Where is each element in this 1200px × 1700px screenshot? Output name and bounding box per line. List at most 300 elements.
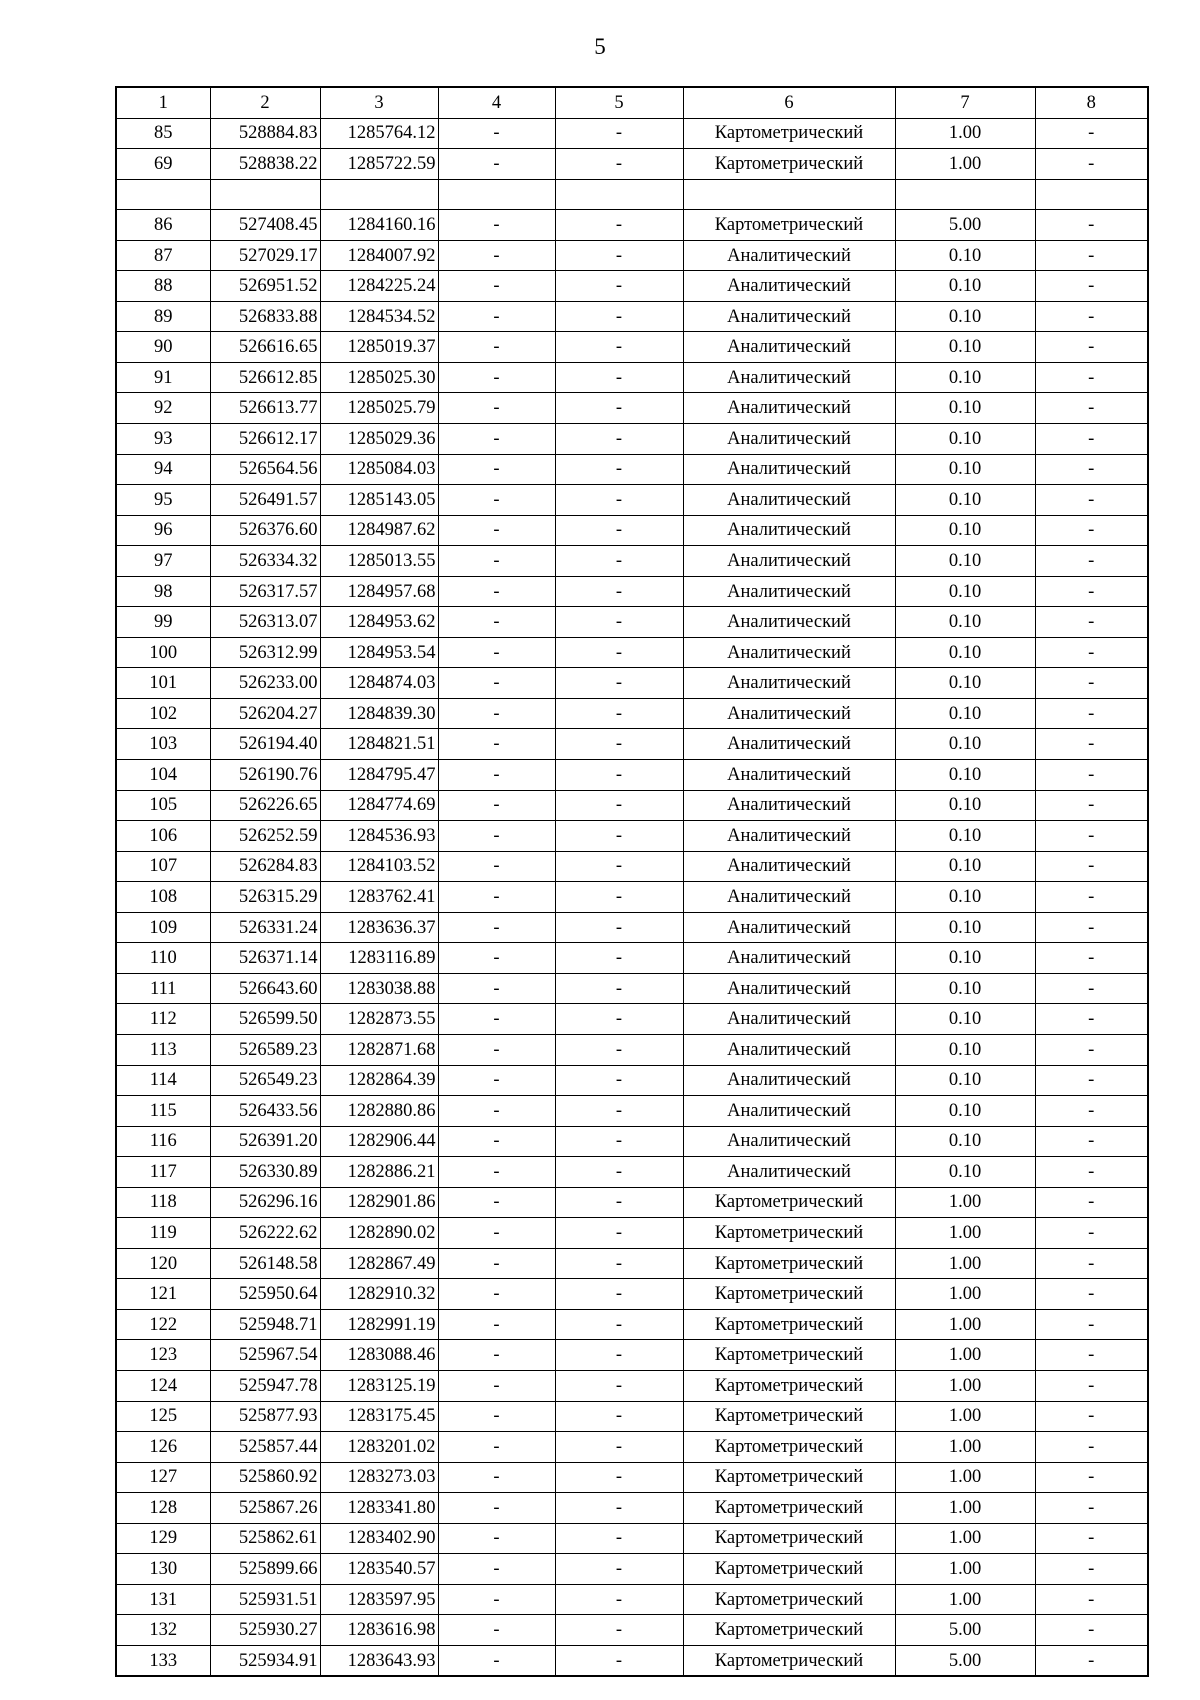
- y-coordinate-cell: 1284957.68: [320, 576, 438, 607]
- method-cell: Аналитический: [683, 668, 895, 699]
- accuracy-cell: 1.00: [895, 1309, 1035, 1340]
- table-row: [116, 1309, 1148, 1340]
- method-cell: Аналитический: [683, 332, 895, 363]
- point-number-cell: 112: [116, 1004, 210, 1035]
- table-row: [116, 576, 1148, 607]
- y-coordinate-cell: 1285764.12: [320, 118, 438, 149]
- point-number-cell: 104: [116, 760, 210, 791]
- accuracy-cell: 0.10: [895, 790, 1035, 821]
- x-coordinate-cell: 526226.65: [210, 790, 320, 821]
- page-number: 5: [594, 34, 606, 59]
- table-row: [116, 729, 1148, 760]
- column-4-cell: -: [438, 1340, 555, 1371]
- column-4-cell: -: [438, 118, 555, 149]
- column-4-cell: -: [438, 210, 555, 241]
- y-coordinate-cell: 1283616.98: [320, 1615, 438, 1646]
- y-coordinate-cell: 1284160.16: [320, 210, 438, 241]
- column-4-cell: -: [438, 1584, 555, 1615]
- accuracy-cell: 0.10: [895, 973, 1035, 1004]
- method-cell: Аналитический: [683, 851, 895, 882]
- y-coordinate-cell: 1283597.95: [320, 1584, 438, 1615]
- x-coordinate-cell: 525877.93: [210, 1401, 320, 1432]
- column-4-cell: -: [438, 332, 555, 363]
- table-row: [116, 607, 1148, 638]
- column-4-cell: -: [438, 1523, 555, 1554]
- column-8-cell: -: [1035, 1493, 1148, 1524]
- column-8-cell: -: [1035, 729, 1148, 760]
- point-number-cell: 89: [116, 301, 210, 332]
- table-row: [116, 973, 1148, 1004]
- accuracy-cell: 1.00: [895, 1401, 1035, 1432]
- table-row: [116, 821, 1148, 852]
- column-5-cell: -: [555, 1493, 683, 1524]
- accuracy-cell: 1.00: [895, 1523, 1035, 1554]
- method-cell: Аналитический: [683, 637, 895, 668]
- method-cell: Аналитический: [683, 362, 895, 393]
- y-coordinate-cell: 1284774.69: [320, 790, 438, 821]
- column-5-cell: -: [555, 240, 683, 271]
- x-coordinate-cell: 526252.59: [210, 821, 320, 852]
- column-8-cell: [1035, 179, 1148, 210]
- point-number-cell: 114: [116, 1065, 210, 1096]
- column-4-cell: -: [438, 1187, 555, 1218]
- column-4-cell: -: [438, 1218, 555, 1249]
- method-cell: Аналитический: [683, 1065, 895, 1096]
- table-row: [116, 1340, 1148, 1371]
- point-number-cell: 111: [116, 973, 210, 1004]
- column-5-cell: [555, 179, 683, 210]
- column-4-cell: -: [438, 790, 555, 821]
- y-coordinate-cell: 1284795.47: [320, 760, 438, 791]
- accuracy-cell: 5.00: [895, 1645, 1035, 1676]
- column-header-8: 8: [1035, 87, 1148, 118]
- x-coordinate-cell: 526296.16: [210, 1187, 320, 1218]
- point-number-cell: 107: [116, 851, 210, 882]
- method-cell: Аналитический: [683, 729, 895, 760]
- accuracy-cell: 0.10: [895, 1004, 1035, 1035]
- column-8-cell: -: [1035, 1615, 1148, 1646]
- accuracy-cell: 1.00: [895, 1554, 1035, 1585]
- accuracy-cell: 0.10: [895, 301, 1035, 332]
- column-5-cell: -: [555, 1615, 683, 1646]
- method-cell: Картометрический: [683, 1279, 895, 1310]
- point-number-cell: 85: [116, 118, 210, 149]
- y-coordinate-cell: 1284987.62: [320, 515, 438, 546]
- column-4-cell: -: [438, 576, 555, 607]
- x-coordinate-cell: 526613.77: [210, 393, 320, 424]
- column-8-cell: -: [1035, 1340, 1148, 1371]
- column-5-cell: -: [555, 362, 683, 393]
- column-4-cell: -: [438, 882, 555, 913]
- method-cell: Аналитический: [683, 301, 895, 332]
- column-8-cell: -: [1035, 485, 1148, 516]
- column-5-cell: -: [555, 332, 683, 363]
- table-row: [116, 149, 1148, 180]
- column-header-6: 6: [683, 87, 895, 118]
- column-header-4: 4: [438, 87, 555, 118]
- method-cell: Аналитический: [683, 271, 895, 302]
- accuracy-cell: 0.10: [895, 943, 1035, 974]
- method-cell: Аналитический: [683, 546, 895, 577]
- accuracy-cell: 0.10: [895, 1065, 1035, 1096]
- column-4-cell: -: [438, 943, 555, 974]
- column-8-cell: -: [1035, 515, 1148, 546]
- point-number-cell: 125: [116, 1401, 210, 1432]
- table-row: [116, 362, 1148, 393]
- x-coordinate-cell: 526491.57: [210, 485, 320, 516]
- accuracy-cell: 1.00: [895, 1493, 1035, 1524]
- y-coordinate-cell: 1283175.45: [320, 1401, 438, 1432]
- accuracy-cell: 1.00: [895, 1248, 1035, 1279]
- accuracy-cell: 0.10: [895, 454, 1035, 485]
- table-row: [116, 1248, 1148, 1279]
- x-coordinate-cell: 525930.27: [210, 1615, 320, 1646]
- point-number-cell: 102: [116, 698, 210, 729]
- column-8-cell: -: [1035, 790, 1148, 821]
- method-cell: Картометрический: [683, 1493, 895, 1524]
- column-5-cell: -: [555, 485, 683, 516]
- x-coordinate-cell: 526589.23: [210, 1034, 320, 1065]
- column-4-cell: -: [438, 1432, 555, 1463]
- y-coordinate-cell: 1282910.32: [320, 1279, 438, 1310]
- accuracy-cell: 1.00: [895, 149, 1035, 180]
- accuracy-cell: 1.00: [895, 1279, 1035, 1310]
- column-4-cell: -: [438, 1554, 555, 1585]
- table-row: [116, 271, 1148, 302]
- coordinates-table: [115, 86, 1149, 1677]
- column-8-cell: -: [1035, 943, 1148, 974]
- point-number-cell: 92: [116, 393, 210, 424]
- table-row: [116, 1645, 1148, 1676]
- method-cell: Картометрический: [683, 149, 895, 180]
- method-cell: [683, 179, 895, 210]
- x-coordinate-cell: 526612.85: [210, 362, 320, 393]
- accuracy-cell: 0.10: [895, 821, 1035, 852]
- column-8-cell: -: [1035, 362, 1148, 393]
- point-number-cell: 118: [116, 1187, 210, 1218]
- point-number-cell: 110: [116, 943, 210, 974]
- y-coordinate-cell: 1283341.80: [320, 1493, 438, 1524]
- x-coordinate-cell: 526599.50: [210, 1004, 320, 1035]
- column-8-cell: -: [1035, 1004, 1148, 1035]
- method-cell: Аналитический: [683, 485, 895, 516]
- y-coordinate-cell: 1282906.44: [320, 1126, 438, 1157]
- column-5-cell: -: [555, 1126, 683, 1157]
- x-coordinate-cell: 528884.83: [210, 118, 320, 149]
- column-4-cell: -: [438, 424, 555, 455]
- column-4-cell: -: [438, 912, 555, 943]
- point-number-cell: 97: [116, 546, 210, 577]
- column-8-cell: -: [1035, 1523, 1148, 1554]
- accuracy-cell: 5.00: [895, 210, 1035, 241]
- accuracy-cell: 0.10: [895, 760, 1035, 791]
- x-coordinate-cell: 526222.62: [210, 1218, 320, 1249]
- x-coordinate-cell: 525860.92: [210, 1462, 320, 1493]
- point-number-cell: 93: [116, 424, 210, 455]
- y-coordinate-cell: 1283636.37: [320, 912, 438, 943]
- x-coordinate-cell: 527408.45: [210, 210, 320, 241]
- column-5-cell: -: [555, 546, 683, 577]
- y-coordinate-cell: 1283125.19: [320, 1370, 438, 1401]
- y-coordinate-cell: 1284874.03: [320, 668, 438, 699]
- column-5-cell: -: [555, 637, 683, 668]
- column-5-cell: -: [555, 149, 683, 180]
- column-4-cell: -: [438, 240, 555, 271]
- point-number-cell: 129: [116, 1523, 210, 1554]
- x-coordinate-cell: 526315.29: [210, 882, 320, 913]
- table-row: [116, 1126, 1148, 1157]
- point-number-cell: 116: [116, 1126, 210, 1157]
- point-number-cell: 99: [116, 607, 210, 638]
- column-8-cell: -: [1035, 912, 1148, 943]
- column-8-cell: -: [1035, 393, 1148, 424]
- method-cell: Картометрический: [683, 1309, 895, 1340]
- table-row: [116, 332, 1148, 363]
- method-cell: Картометрический: [683, 118, 895, 149]
- column-5-cell: -: [555, 760, 683, 791]
- column-header-5: 5: [555, 87, 683, 118]
- x-coordinate-cell: 526643.60: [210, 973, 320, 1004]
- x-coordinate-cell: [210, 179, 320, 210]
- point-number-cell: 87: [116, 240, 210, 271]
- column-8-cell: -: [1035, 973, 1148, 1004]
- y-coordinate-cell: 1284103.52: [320, 851, 438, 882]
- column-5-cell: -: [555, 393, 683, 424]
- column-5-cell: -: [555, 607, 683, 638]
- y-coordinate-cell: 1283273.03: [320, 1462, 438, 1493]
- point-number-cell: 117: [116, 1157, 210, 1188]
- column-5-cell: -: [555, 1187, 683, 1218]
- table-row: [116, 393, 1148, 424]
- accuracy-cell: 0.10: [895, 332, 1035, 363]
- column-4-cell: -: [438, 271, 555, 302]
- column-5-cell: -: [555, 1096, 683, 1127]
- column-8-cell: -: [1035, 240, 1148, 271]
- column-8-cell: -: [1035, 1309, 1148, 1340]
- column-4-cell: [438, 179, 555, 210]
- table-row: [116, 240, 1148, 271]
- column-8-cell: -: [1035, 546, 1148, 577]
- method-cell: Аналитический: [683, 424, 895, 455]
- y-coordinate-cell: 1285084.03: [320, 454, 438, 485]
- x-coordinate-cell: 527029.17: [210, 240, 320, 271]
- accuracy-cell: 0.10: [895, 851, 1035, 882]
- column-4-cell: -: [438, 1096, 555, 1127]
- method-cell: Аналитический: [683, 1004, 895, 1035]
- column-5-cell: -: [555, 1279, 683, 1310]
- table-header-row: [116, 87, 1148, 118]
- accuracy-cell: 0.10: [895, 393, 1035, 424]
- accuracy-cell: 0.10: [895, 485, 1035, 516]
- x-coordinate-cell: 525950.64: [210, 1279, 320, 1310]
- method-cell: Аналитический: [683, 790, 895, 821]
- column-4-cell: -: [438, 1370, 555, 1401]
- method-cell: Картометрический: [683, 1187, 895, 1218]
- column-5-cell: -: [555, 1554, 683, 1585]
- y-coordinate-cell: 1283762.41: [320, 882, 438, 913]
- column-8-cell: -: [1035, 1279, 1148, 1310]
- accuracy-cell: 0.10: [895, 515, 1035, 546]
- column-header-1: 1: [116, 87, 210, 118]
- accuracy-cell: 0.10: [895, 607, 1035, 638]
- x-coordinate-cell: 526616.65: [210, 332, 320, 363]
- y-coordinate-cell: 1285722.59: [320, 149, 438, 180]
- accuracy-cell: 0.10: [895, 271, 1035, 302]
- column-4-cell: -: [438, 362, 555, 393]
- x-coordinate-cell: 525931.51: [210, 1584, 320, 1615]
- x-coordinate-cell: 526331.24: [210, 912, 320, 943]
- column-5-cell: -: [555, 576, 683, 607]
- column-8-cell: -: [1035, 637, 1148, 668]
- column-4-cell: -: [438, 1126, 555, 1157]
- point-number-cell: 124: [116, 1370, 210, 1401]
- method-cell: Аналитический: [683, 576, 895, 607]
- accuracy-cell: 1.00: [895, 1462, 1035, 1493]
- point-number-cell: 105: [116, 790, 210, 821]
- method-cell: Картометрический: [683, 1248, 895, 1279]
- table-row: [116, 637, 1148, 668]
- method-cell: Картометрический: [683, 1340, 895, 1371]
- point-number-cell: 121: [116, 1279, 210, 1310]
- column-5-cell: -: [555, 912, 683, 943]
- table-row: [116, 1615, 1148, 1646]
- column-8-cell: -: [1035, 607, 1148, 638]
- table-row: [116, 1432, 1148, 1463]
- column-5-cell: -: [555, 1401, 683, 1432]
- column-5-cell: -: [555, 1432, 683, 1463]
- point-number-cell: 90: [116, 332, 210, 363]
- point-number-cell: 98: [116, 576, 210, 607]
- column-8-cell: -: [1035, 271, 1148, 302]
- x-coordinate-cell: 525967.54: [210, 1340, 320, 1371]
- y-coordinate-cell: 1282890.02: [320, 1218, 438, 1249]
- column-5-cell: -: [555, 1034, 683, 1065]
- column-8-cell: -: [1035, 149, 1148, 180]
- method-cell: Аналитический: [683, 240, 895, 271]
- column-5-cell: -: [555, 301, 683, 332]
- column-8-cell: -: [1035, 454, 1148, 485]
- method-cell: Аналитический: [683, 607, 895, 638]
- column-4-cell: -: [438, 851, 555, 882]
- accuracy-cell: 0.10: [895, 637, 1035, 668]
- accuracy-cell: 1.00: [895, 1340, 1035, 1371]
- accuracy-cell: 5.00: [895, 1615, 1035, 1646]
- y-coordinate-cell: 1284225.24: [320, 271, 438, 302]
- x-coordinate-cell: 526951.52: [210, 271, 320, 302]
- accuracy-cell: 0.10: [895, 1034, 1035, 1065]
- method-cell: Аналитический: [683, 1096, 895, 1127]
- column-5-cell: -: [555, 943, 683, 974]
- table-row: [116, 424, 1148, 455]
- column-8-cell: -: [1035, 210, 1148, 241]
- column-8-cell: -: [1035, 1645, 1148, 1676]
- column-5-cell: -: [555, 729, 683, 760]
- method-cell: Аналитический: [683, 821, 895, 852]
- column-8-cell: -: [1035, 1432, 1148, 1463]
- y-coordinate-cell: 1283402.90: [320, 1523, 438, 1554]
- column-8-cell: -: [1035, 760, 1148, 791]
- column-5-cell: -: [555, 1218, 683, 1249]
- accuracy-cell: 1.00: [895, 118, 1035, 149]
- point-number-cell: 91: [116, 362, 210, 393]
- column-4-cell: -: [438, 1034, 555, 1065]
- column-5-cell: -: [555, 882, 683, 913]
- y-coordinate-cell: 1282871.68: [320, 1034, 438, 1065]
- column-5-cell: -: [555, 1309, 683, 1340]
- column-5-cell: -: [555, 973, 683, 1004]
- x-coordinate-cell: 526334.32: [210, 546, 320, 577]
- point-number-cell: [116, 179, 210, 210]
- x-coordinate-cell: 526330.89: [210, 1157, 320, 1188]
- column-5-cell: -: [555, 1065, 683, 1096]
- accuracy-cell: 1.00: [895, 1432, 1035, 1463]
- column-4-cell: -: [438, 393, 555, 424]
- y-coordinate-cell: [320, 179, 438, 210]
- method-cell: Аналитический: [683, 1126, 895, 1157]
- point-number-cell: 103: [116, 729, 210, 760]
- x-coordinate-cell: 526376.60: [210, 515, 320, 546]
- method-cell: Аналитический: [683, 393, 895, 424]
- column-4-cell: -: [438, 1309, 555, 1340]
- column-8-cell: -: [1035, 1187, 1148, 1218]
- method-cell: Картометрический: [683, 1370, 895, 1401]
- point-number-cell: 113: [116, 1034, 210, 1065]
- y-coordinate-cell: 1284821.51: [320, 729, 438, 760]
- method-cell: Аналитический: [683, 973, 895, 1004]
- column-8-cell: -: [1035, 424, 1148, 455]
- point-number-cell: 131: [116, 1584, 210, 1615]
- table-row: [116, 301, 1148, 332]
- table-row: [116, 1554, 1148, 1585]
- column-5-cell: -: [555, 821, 683, 852]
- column-8-cell: -: [1035, 301, 1148, 332]
- y-coordinate-cell: 1284007.92: [320, 240, 438, 271]
- method-cell: Аналитический: [683, 698, 895, 729]
- point-number-cell: 120: [116, 1248, 210, 1279]
- column-8-cell: -: [1035, 118, 1148, 149]
- table-row: [116, 912, 1148, 943]
- y-coordinate-cell: 1282991.19: [320, 1309, 438, 1340]
- column-5-cell: -: [555, 698, 683, 729]
- y-coordinate-cell: 1284839.30: [320, 698, 438, 729]
- table-row: [116, 698, 1148, 729]
- column-4-cell: -: [438, 760, 555, 791]
- table-row: [116, 1370, 1148, 1401]
- accuracy-cell: 0.10: [895, 1096, 1035, 1127]
- column-8-cell: -: [1035, 1554, 1148, 1585]
- table-row: [116, 118, 1148, 149]
- point-number-cell: 119: [116, 1218, 210, 1249]
- column-4-cell: -: [438, 1401, 555, 1432]
- table-row: [116, 1584, 1148, 1615]
- x-coordinate-cell: 526833.88: [210, 301, 320, 332]
- method-cell: Картометрический: [683, 1218, 895, 1249]
- column-5-cell: -: [555, 424, 683, 455]
- column-header-3: 3: [320, 87, 438, 118]
- y-coordinate-cell: 1282886.21: [320, 1157, 438, 1188]
- x-coordinate-cell: 526549.23: [210, 1065, 320, 1096]
- method-cell: Аналитический: [683, 760, 895, 791]
- table-row: [116, 179, 1148, 210]
- column-4-cell: -: [438, 698, 555, 729]
- point-number-cell: 132: [116, 1615, 210, 1646]
- column-8-cell: -: [1035, 1126, 1148, 1157]
- y-coordinate-cell: 1285013.55: [320, 546, 438, 577]
- point-number-cell: 69: [116, 149, 210, 180]
- point-number-cell: 101: [116, 668, 210, 699]
- table-row: [116, 1401, 1148, 1432]
- y-coordinate-cell: 1282880.86: [320, 1096, 438, 1127]
